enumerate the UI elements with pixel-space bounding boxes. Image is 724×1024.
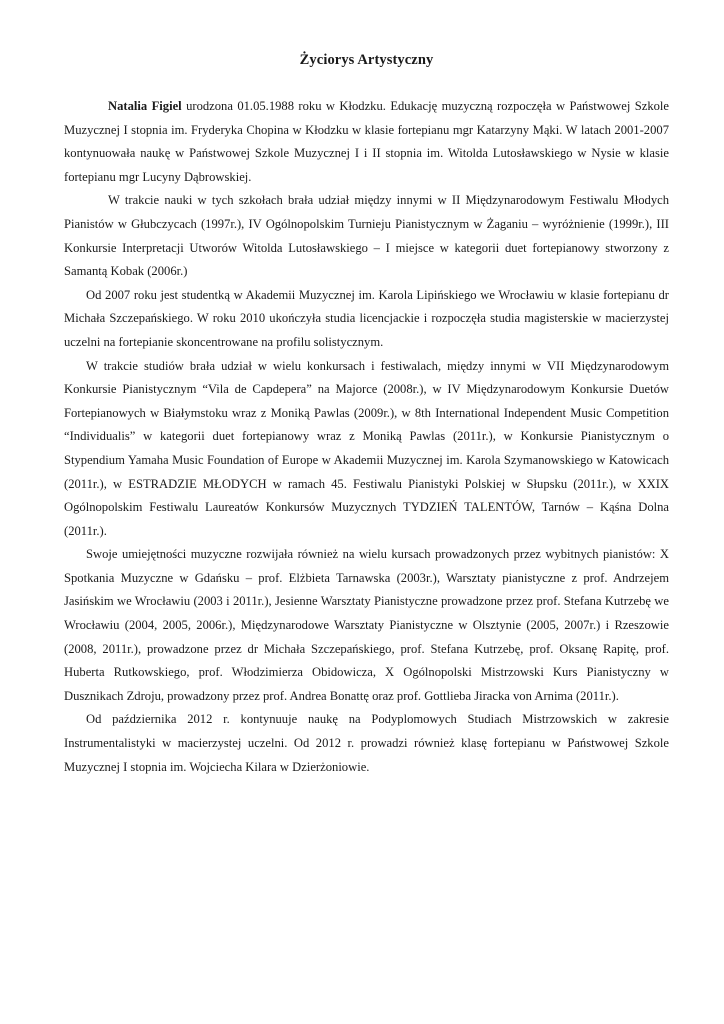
paragraph-3: Od 2007 roku jest studentką w Akademii Muzycznej im. Karola Lipińskiego we Wrocławiu w klasie fortepianu dr Michała Szczepańskiego. W roku 2010 ukończyła studia licencjackie i rozpoczęła studia magisterskie w macierzystej uczelni na fortepianie skoncentrowane na profilu solistycznym. — [64, 287, 669, 349]
paragraph-1 — [64, 95, 669, 189]
paragraph-5: Swoje umiejętności muzyczne rozwijała również na wielu kursach prowadzonych przez wybitnych pianistów: X Spotkania Muzyczne w Gdańsku – prof. Elżbieta Tarnawska (2003r.), Warsztaty pianistyczne z prof. Andrzejem Jasińskim we Wrocławiu (2003 i 2011r.), Jesienne Warsztaty Pianistyczne prowadzone przez prof. Stefana Kutrzebę we Wrocławiu (2004, 2005, 2006r.), Międzynarodowe Warsztaty Pianistyczne w Olsztynie (2005, 2007r.) i Rzeszowie (2008, 2011r.), prowadzone przez dr Michała Szczepańskiego, prof. Stefana Kutrzebę, prof. Oksanę Rapitę, prof. Huberta Rutkowskiego, prof. Włodzimierza Obidowicza, X Ogólnopolski Mistrzowski Kurs Pianistyczny w Dusznikach Zdroju, prowadzony przez prof. Andrea Bonattę oraz prof. Gottlieba Jiracka von Arnima (2011r.). — [64, 547, 669, 703]
paragraph-2: W trakcie nauki w tych szkołach brała udział między innymi w II Międzynarodowym Festiwalu Młodych Pianistów w Głubczycach (1997r.), IV Ogólnopolskim Turnieju Pianistycznym w Żaganiu – wyróżnienie (1999r.), III Konkursie Interpretacji Utworów Witolda Lutosławskiego – I miejsce w kategorii duet fortepianowy stworzony z Samantą Kobak (2006r.) — [64, 193, 669, 279]
document-title: Życiorys Artystyczny — [299, 52, 434, 68]
document-page — [64, 52, 669, 779]
paragraph-4: W trakcie studiów brała udział w wielu konkursach i festiwalach, między innymi w VII Międzynarodowym Konkursie Pianistycznym “Vila de Capdepera” na Majorce (2008r.), w IV Międzynarodowym Konkursie Duetów Fortepianowych w Białymstoku wraz z Moniką Pawlas (2009r.), w 8th International Independent Music Competition “Individualis” w kategorii duet fortepianowy wraz z Moniką Pawlas (2011r.), w Konkursie Pianistycznym o Stypendium Yamaha Music Foundation of Europe w Akademii Muzycznej im. Karola Szymanowskiego w Katowicach (2011r.), w ESTRADZIE MŁODYCH w ramach 45. Festiwalu Pianistyki Polskiej w Słupsku (2011r.), w XXIX Ogólnopolskim Festiwalu Laureatów Konkursów Muzycznych TYDZIEŃ TALENTÓW, Tarnów – Kąśna Dolna (2011r.). — [64, 358, 669, 538]
paragraph-1-text: urodzona 01.05.1988 roku w Kłodzku. Edukację muzyczną rozpoczęła w Państwowej Szkole Muzycznej I stopnia im. Fryderyka Chopina w Kłodzku w klasie fortepianu mgr Katarzyny Mąki. W latach 2001-2007 kontynuowała naukę w Państwowej Szkole Muzycznej I i II stopnia im. Witolda Lutosławskiego w Nysie w klasie fortepianu mgr Lucyny Dąbrowskiej. — [64, 99, 670, 184]
artist-name: Natalia Figiel — [108, 99, 182, 113]
paragraph-6: Od października 2012 r. kontynuuje naukę na Podyplomowych Studiach Mistrzowskich w zakresie Instrumentalistyki w macierzystej uczelni. Od 2012 r. prowadzi również klasę fortepianu w Państwowej Szkole Muzycznej I stopnia im. Wojciecha Kilara w Dzierżoniowie. — [64, 712, 669, 774]
